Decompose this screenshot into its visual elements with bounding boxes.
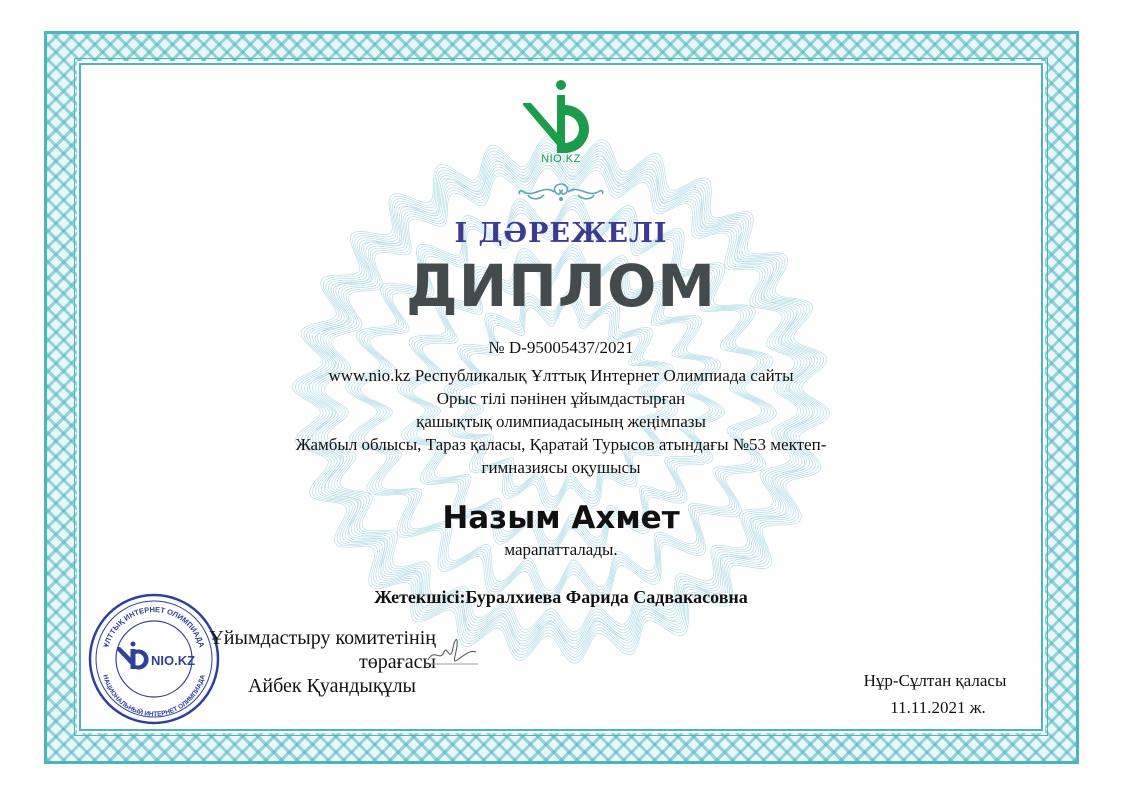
recipient-name: Назым Ахмет [442, 500, 680, 536]
body-line: Жамбыл облысы, Тараз қаласы, Қаратай Турысов атындағы №53 мектеп- [295, 435, 827, 454]
diploma-number: № D-95005437/2021 [488, 338, 634, 357]
chair-name: Айбек Қуандықұлы [247, 675, 416, 697]
issue-date: 11.11.2021 ж. [890, 698, 986, 717]
supervisor-name: Жетекшісі:Буралхиева Фарида Садвакасовна [374, 587, 748, 607]
logo-brand-text: NIO.KZ [541, 153, 581, 165]
body-line: www.nio.kz Республикалық Ұлттық Интернет Олимпиада сайты [328, 366, 794, 385]
chair-block [180, 626, 436, 698]
stamp-brand: NIO.KZ [151, 653, 196, 668]
body-line: Орыс тілі пәнінен ұйымдастырған [436, 389, 686, 408]
body-line: қашықтық олимпиадасының жеңімпазы [416, 412, 706, 431]
body-line: гимназиясы оқушысы [481, 458, 641, 477]
stamp-text-bottom: НАЦИОНАЛЬНЫЙ ИНТЕРНЕТ ОЛИМПИАДА [101, 673, 207, 719]
awarded-text: марапатталады. [504, 540, 618, 559]
city: Нұр-Сұлтан қаласы [863, 671, 1007, 690]
stamp-text-top: ҰЛТТЫҚ ИНТЕРНЕТ ОЛИМПИАДА [101, 604, 207, 649]
degree-heading: I ДӘРЕЖЕЛІ [454, 218, 668, 249]
signature [420, 630, 480, 672]
divider-ornament-icon [514, 181, 608, 203]
page-title: ДИПЛОМ [406, 252, 716, 320]
chair-title: Ұйымдастыру комитетінің төрағасы [209, 627, 436, 673]
